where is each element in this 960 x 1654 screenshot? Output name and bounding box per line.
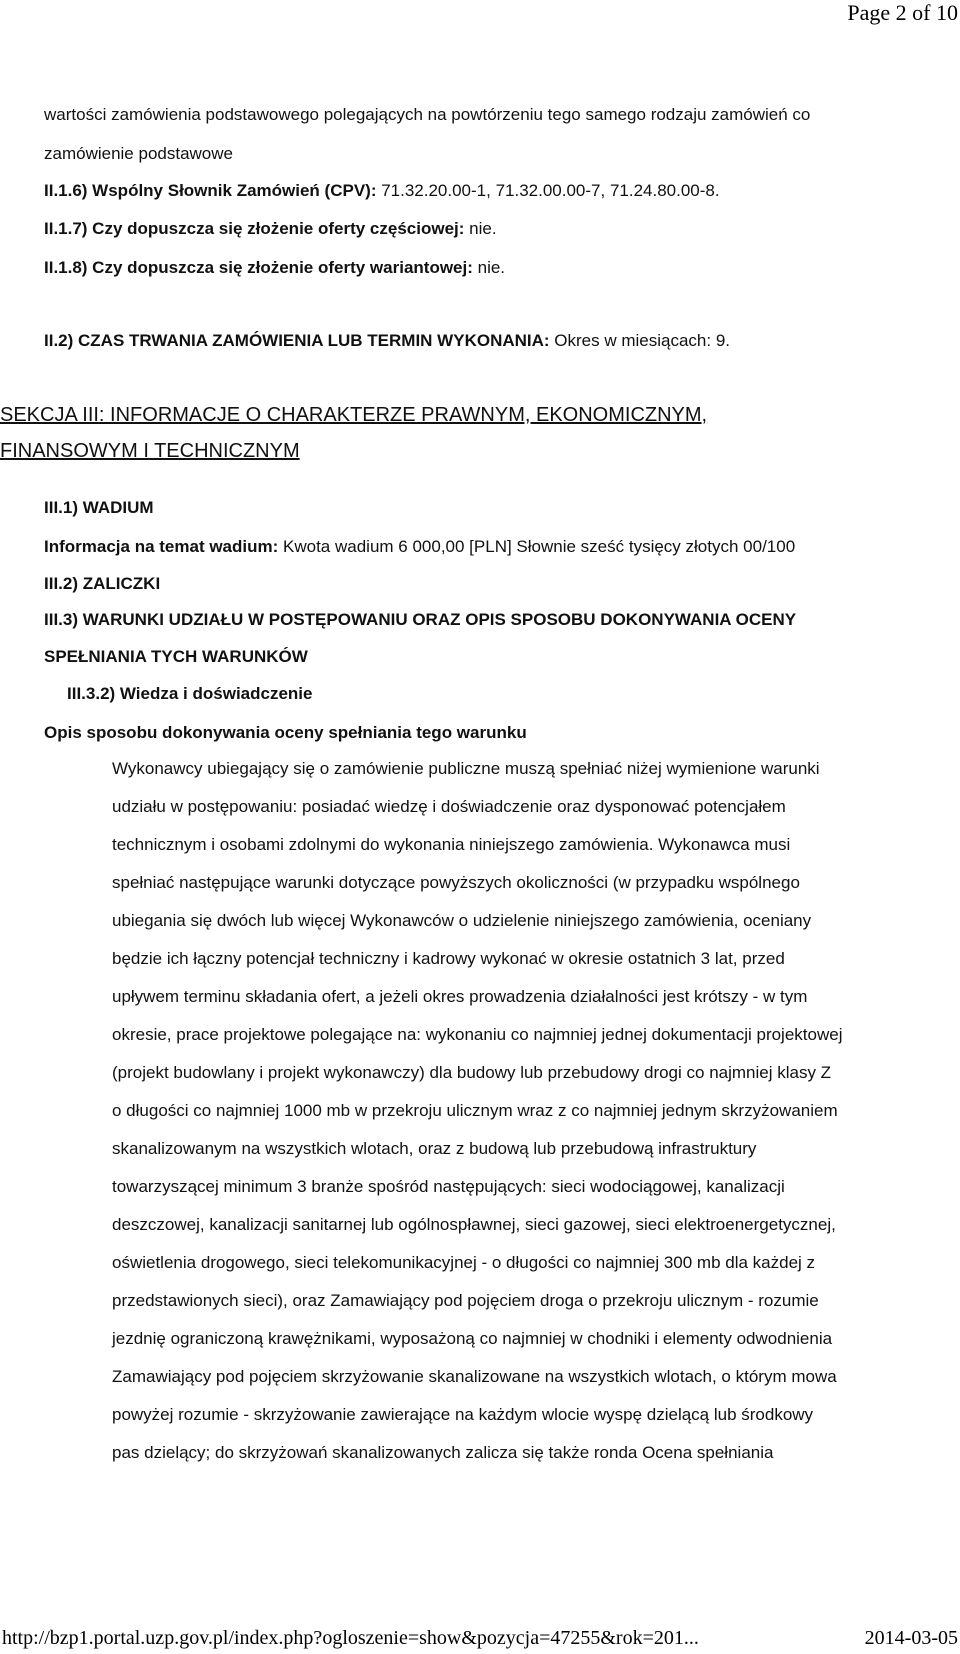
cpv-row xyxy=(44,180,720,202)
intro-line-1: wartości zamówienia podstawowego polegających na powtórzeniu tego samego rodzaju zamówień co xyxy=(44,105,811,124)
variant-offer-value: nie. xyxy=(472,258,506,277)
cpv-label: II.1.6) Wspólny Słownik Zamówień (CPV): xyxy=(44,181,377,200)
duration-label: II.2) CZAS TRWANIA ZAMÓWIENIA LUB TERMIN WYKONANIA: xyxy=(44,331,550,350)
wadium-heading: III.1) WADIUM xyxy=(44,498,154,517)
duration-row xyxy=(44,330,730,352)
paragraph-line: oświetlenia drogowego, sieci telekomunikacyjnej - o długości co najmniej 300 mb dla każdej z xyxy=(112,1253,816,1272)
paragraph-line: Zamawiający pod pojęciem skrzyżowanie skanalizowane na wszystkich wlotach, o którym mowa xyxy=(112,1367,837,1386)
paragraph-line: przedstawionych sieci), oraz Zamawiający pod pojęciem droga o przekroju ulicznym - rozumie xyxy=(112,1291,819,1310)
duration-value: Okres w miesiącach: 9. xyxy=(549,331,731,350)
variant-offer-row xyxy=(44,257,505,279)
paragraph-line: okresie, prace projektowe polegające na: wykonaniu co najmniej jednej dokumentacji projektowej xyxy=(112,1025,843,1044)
partial-offer-value: nie. xyxy=(464,219,497,238)
variant-offer-label: II.1.8) Czy dopuszcza się złożenie oferty wariantowej: xyxy=(44,258,473,277)
wadium-value: Kwota wadium 6 000,00 [PLN] Słownie sześć tysięcy złotych 00/100 xyxy=(278,537,796,556)
warunki-heading-line-2: SPEŁNIANIA TYCH WARUNKÓW xyxy=(44,647,308,666)
opis-heading: Opis sposobu dokonywania oceny spełniania tego warunku xyxy=(44,723,527,742)
paragraph-line: deszczowej, kanalizacji sanitarnej lub ogólnospławnej, sieci gazowej, sieci elektroenergetycznej, xyxy=(112,1215,836,1234)
partial-offer-row xyxy=(44,218,497,240)
paragraph-line: upływem terminu składania ofert, a jeżeli okres prowadzenia działalności jest krótszy - w tym xyxy=(112,987,808,1006)
paragraph-line: technicznym i osobami zdolnymi do wykonania niniejszego zamówienia. Wykonawca musi xyxy=(112,835,791,854)
paragraph-line: o długości co najmniej 1000 mb w przekroju ulicznym wraz z co najmniej jednym skrzyżowaniem xyxy=(112,1101,838,1120)
wadium-label: Informacja na temat wadium: xyxy=(44,537,279,556)
paragraph-line: powyżej rozumie - skrzyżowanie zawierające na każdym wlocie wyspę dzielącą lub środkowy xyxy=(112,1405,814,1424)
paragraph-line: skanalizowanym na wszystkich wlotach, oraz z budową lub przebudową infrastruktury xyxy=(112,1139,757,1158)
warunki-heading-line-1: III.3) WARUNKI UDZIAŁU W POSTĘPOWANIU ORAZ OPIS SPOSOBU DOKONYWANIA OCENY xyxy=(44,610,797,629)
condition-description xyxy=(112,750,960,1472)
paragraph-line: będzie ich łączny potencjał techniczny i kadrowy wykonać w okresie ostatnich 3 lat, przed xyxy=(112,949,785,968)
footer-date: 2014-03-05 xyxy=(864,1627,958,1649)
wadium-row xyxy=(44,536,795,558)
paragraph-line: udziału w postępowaniu: posiadać wiedzę i doświadczenie oraz dysponować potencjałem xyxy=(112,797,786,816)
footer-url: http://bzp1.portal.uzp.gov.pl/index.php?ogloszenie=show&pozycja=47255&rok=201... xyxy=(2,1627,699,1649)
paragraph-line: jezdnię ograniczoną krawężnikami, wyposażoną co najmniej w chodniki i elementy odwodnienia xyxy=(112,1329,833,1348)
paragraph-line: towarzyszącej minimum 3 branże spośród następujących: sieci wodociągowej, kanalizacji xyxy=(112,1177,785,1196)
paragraph-line: spełniać następujące warunki dotyczące powyższych okoliczności (w przypadku wspólnego xyxy=(112,873,800,892)
partial-offer-label: II.1.7) Czy dopuszcza się złożenie oferty częściowej: xyxy=(44,219,465,238)
paragraph-line: pas dzielący; do skrzyżowań skanalizowanych zalicza się także ronda Ocena spełniania xyxy=(112,1443,774,1462)
paragraph-line: ubiegania się dwóch lub więcej Wykonawców o udzielenie niniejszego zamówienia, oceniany xyxy=(112,911,812,930)
page-number: Page 2 of 10 xyxy=(847,0,958,25)
cpv-value: 71.32.20.00-1, 71.32.00.00-7, 71.24.80.00-8. xyxy=(376,181,720,200)
section-title-line-2: FINANSOWYM I TECHNICZNYM xyxy=(0,440,300,462)
wiedza-heading: III.3.2) Wiedza i doświadczenie xyxy=(67,684,313,703)
paragraph-line: Wykonawcy ubiegający się o zamówienie publiczne muszą spełniać niżej wymienione warunki xyxy=(112,759,820,778)
paragraph-line: (projekt budowlany i projekt wykonawczy) dla budowy lub przebudowy drogi co najmniej klasy Z xyxy=(112,1063,832,1082)
intro-line-2: zamówienie podstawowe xyxy=(44,144,233,163)
section-title-line-1: SEKCJA III: INFORMACJE O CHARAKTERZE PRAWNYM, EKONOMICZNYM, xyxy=(0,404,708,426)
zaliczki-heading: III.2) ZALICZKI xyxy=(44,574,161,593)
